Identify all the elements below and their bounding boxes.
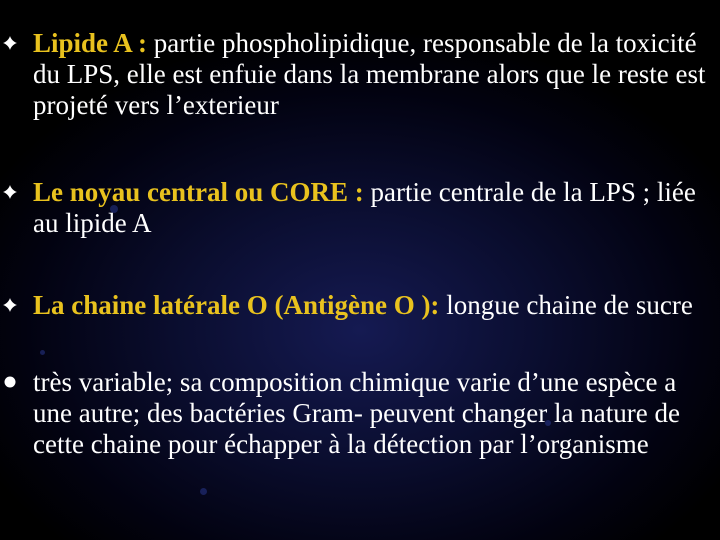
background-dot	[200, 488, 207, 495]
diamond-bullet-icon	[0, 292, 20, 318]
bullet-text: partie phospholipidique, responsable de la toxicité du LPS, elle est enfuie dans la membrane alors que le reste est projeté vers l’exterieur	[33, 28, 706, 120]
diamond-bullet-icon	[0, 179, 20, 205]
background-dot	[40, 350, 45, 355]
bullet-variable	[33, 367, 713, 460]
bullet-text: longue chaine de sucre	[439, 290, 693, 320]
bullet-chaine-o	[33, 290, 713, 321]
bullet-text: partie centrale de la LPS ; liée au lipide A	[33, 177, 696, 238]
diamond-bullet-icon	[0, 30, 20, 56]
bullet-term: Le noyau central ou CORE :	[33, 177, 364, 207]
bullet-term: La chaine latérale O (Antigène O ):	[33, 290, 440, 320]
round-bullet-icon	[0, 369, 20, 395]
bullet-term: Lipide A :	[33, 28, 148, 58]
bullet-lipide-a	[33, 28, 713, 121]
bullet-text: très variable; sa composition chimique varie d’une espèce a une autre; des bactéries Gram- peuvent changer la nature de cette chaine pour échapper à la détection par l’organisme	[33, 367, 680, 459]
bullet-core	[33, 177, 713, 239]
